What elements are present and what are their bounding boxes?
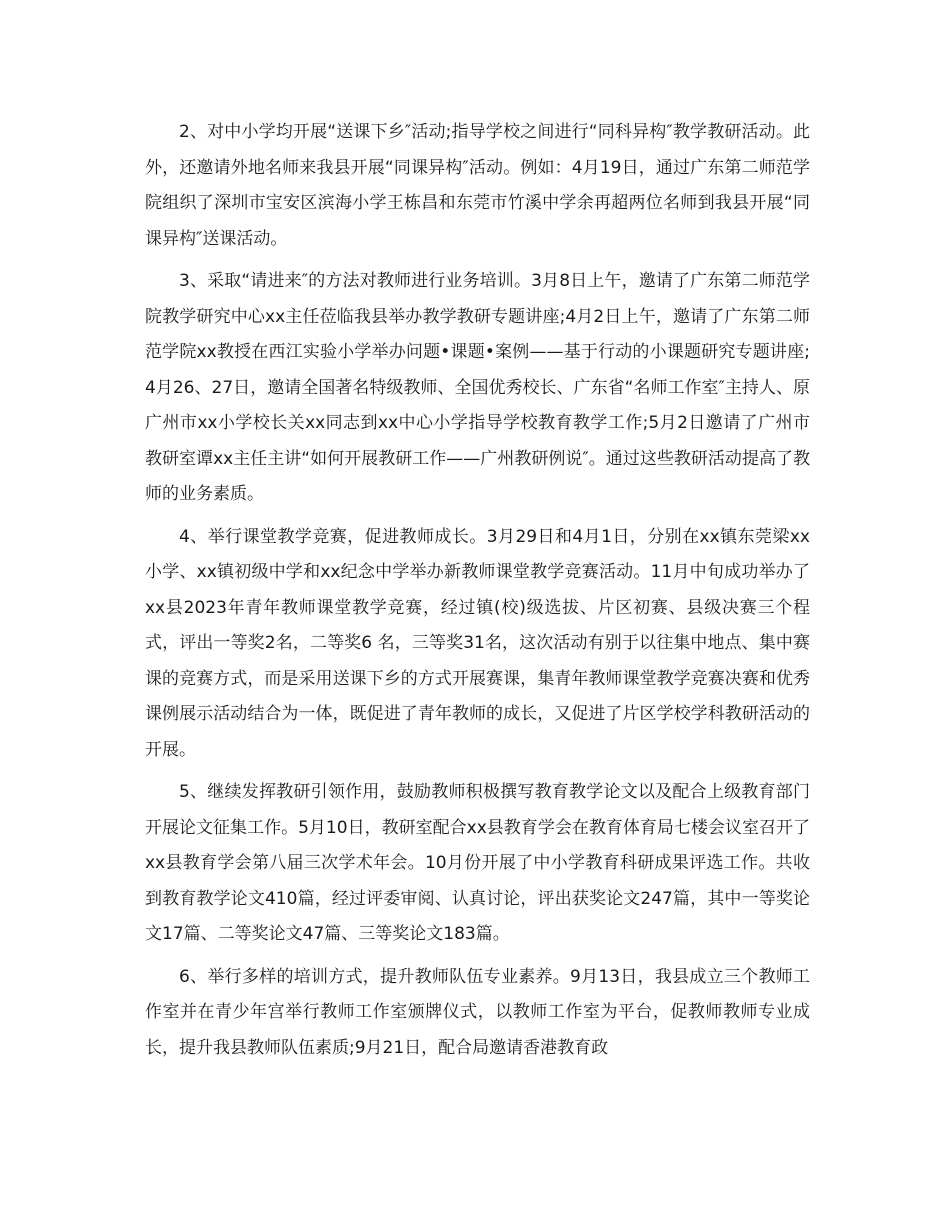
paragraph-2: 2、对中小学均开展“送课下乡″活动;指导学校之间进行“同科异构″教学教研活动。此外，还邀请外地名师来我县开展“同课异构″活动。例如：4月19日，通过广东第二师范学院组织了深圳市宝安区滨海小学王栋昌和东莞市竹溪中学余再超两位名师到我县开展“同课异构″送课活动。: [145, 122, 810, 249]
paragraph-3: 3、采取“请进来″的方法对教师进行业务培训。3月8日上午，邀请了广东第二师范学院教学研究中心xx主任莅临我县举办教学教研专题讲座;4月2日上午，邀请了广东第二师范学院xx教授在西江实验小学举办问题•课题•案例——基于行动的小课题研究专题讲座;4月26、27日，邀请全国著名特级教师、全国优秀校长、广东省“名师工作室″主持人、原广州市xx小学校长关xx同志到xx中心小学指导学校教育教学工作;5月2日邀请了广州市教研室谭xx主任主讲“如何开展教研工作——广州教研例说″。通过这些教研活动提高了教师的业务素质。: [145, 271, 810, 504]
document-body: [145, 115, 810, 1073]
paragraph-6: 6、举行多样的培训方式，提升教师队伍专业素养。9月13日，我县成立三个教师工作室并在青少年宫举行教师工作室颁牌仪式，以教师工作室为平台，促教师教师专业成长，提升我县教师队伍素质;9月21日，配合局邀请香港教育政: [145, 966, 810, 1058]
paragraph-5: 5、继续发挥教研引领作用，鼓励教师积极撰写教育教学论文以及配合上级教育部门开展论文征集工作。5月10日，教研室配合xx县教育学会在教育体育局七楼会议室召开了xx县教育学会第八届三次学术年会。10月份开展了中小学教育科研成果评选工作。共收到教育教学论文410篇，经过评委审阅、认真讨论，评出获奖论文247篇，其中一等奖论文17篇、二等奖论文47篇、三等奖论文183篇。: [145, 782, 810, 944]
paragraph-4: 4、举行课堂教学竞赛，促进教师成长。3月29日和4月1日，分别在xx镇东莞梁xx小学、xx镇初级中学和xx纪念中学举办新教师课堂教学竞赛活动。11月中旬成功举办了xx县2023年青年教师课堂教学竞赛，经过镇(校)级选拔、片区初赛、县级决赛三个程式，评出一等奖2名，二等奖6 名，三等奖31名，这次活动有别于以往集中地点、集中赛课的竞赛方式，而是采用送课下乡的方式开展赛课，集青年教师课堂教学竞赛决赛和优秀课例展示活动结合为一体，既促进了青年教师的成长，又促进了片区学校学科教研活动的开展。: [145, 526, 810, 760]
